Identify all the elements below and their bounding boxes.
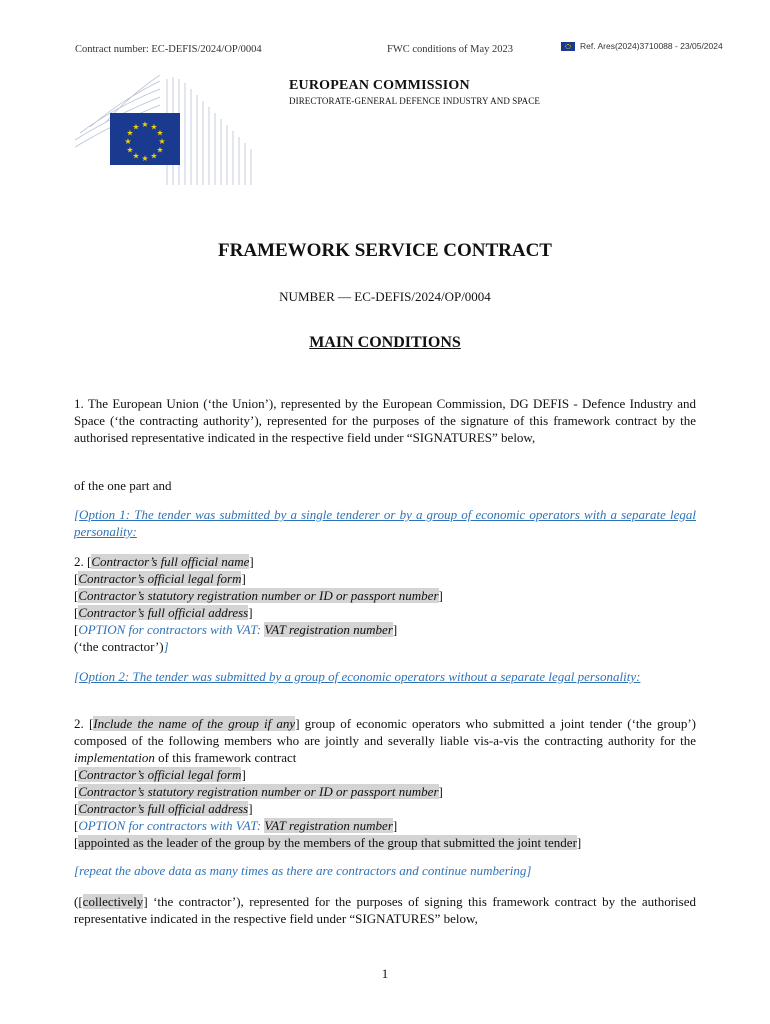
- member-vat-option-label: OPTION for contractors with VAT:: [78, 818, 262, 833]
- svg-text:★: ★: [150, 151, 158, 161]
- svg-text:★: ★: [124, 137, 132, 146]
- member-address-placeholder: Contractor’s full official address: [78, 801, 249, 816]
- svg-text:★: ★: [156, 145, 164, 155]
- header-contract-number: Contract number: EC-DEFIS/2024/OP/0004: [75, 44, 262, 55]
- paragraph-collectively: ([collectively] ‘the contractor’), represented for the purposes of signing this framework contract by the authorised representative indicated in the respective field under “SIGNATURES” below,: [74, 894, 696, 926]
- the-contractor-label: (‘the contractor’): [74, 639, 164, 654]
- main-conditions-heading: MAIN CONDITIONS: [309, 334, 461, 351]
- reference-text: Ref. Ares(2024)3710088 - 23/05/2024: [580, 41, 723, 51]
- group-member-fields: [Contractor’s official legal form] [Contractor’s statutory registration number or ID or passport number] [Contractor’s full official address] [OPTION for contractors with VAT: VAT registration number] [appointed as the leader of the group by the members of the group that submitted the joint tender]: [74, 767, 582, 850]
- paragraph-one-part: of the one part and: [74, 478, 172, 493]
- member-registration-placeholder: Contractor’s statutory registration number or ID or passport number: [78, 784, 439, 799]
- svg-text:★: ★: [141, 154, 149, 163]
- contractor-block-option-2: 2. [Include the name of the group if any] group of economic operators who submitted a joint tender (‘the group’) composed of the following members who are jointly and severally liable vis-a-vis the contracting authority for the implementation of this framework contract: [74, 716, 696, 765]
- page-number: 1: [381, 966, 389, 981]
- collectively-placeholder: collectively: [82, 894, 144, 909]
- member-legal-form-placeholder: Contractor’s official legal form: [78, 767, 242, 782]
- header-fwc-conditions: FWC conditions of May 2023: [387, 44, 513, 55]
- contractor-address-placeholder: Contractor’s full official address: [78, 605, 249, 620]
- repeat-note: [repeat the above data as many times as there are contractors and continue numbering]: [74, 863, 532, 878]
- vat-number-placeholder: VAT registration number: [264, 622, 393, 637]
- svg-text:★: ★: [126, 145, 134, 155]
- svg-text:★: ★: [158, 137, 166, 146]
- group-leader-placeholder: appointed as the leader of the group by the members of the group that submitted the joint tender: [78, 835, 577, 850]
- contractor-legal-form-placeholder: Contractor’s official legal form: [78, 571, 242, 586]
- european-commission-logo: [75, 75, 255, 185]
- contractor-registration-placeholder: Contractor’s statutory registration number or ID or passport number: [78, 588, 439, 603]
- contract-number: NUMBER — EC-DEFIS/2024/OP/0004: [279, 289, 491, 304]
- organisation-department: DIRECTORATE-GENERAL DEFENCE INDUSTRY AND SPACE: [289, 96, 540, 106]
- svg-text:★: ★: [126, 128, 134, 138]
- contractor-full-name-placeholder: Contractor’s full official name: [91, 554, 250, 569]
- document-title: FRAMEWORK SERVICE CONTRACT: [218, 240, 552, 261]
- group-name-placeholder: Include the name of the group if any: [93, 716, 296, 731]
- organisation-name: EUROPEAN COMMISSION: [289, 78, 470, 93]
- paragraph-union: 1. The European Union (‘the Union’), represented by the European Commission, DG DEFIS - Defence Industry and Space (‘the contracting authority’), represented for the purposes of the signature of this framework contract by the authorised representative indicated in the respective field under “SIGNATURES” below,: [74, 396, 696, 445]
- member-vat-number-placeholder: VAT registration number: [264, 818, 393, 833]
- header-reference: [561, 41, 723, 51]
- eu-flag-icon: [561, 42, 575, 51]
- svg-text:★: ★: [132, 122, 140, 132]
- contractor-block-option-1: 2. [Contractor’s full official name] [Contractor’s official legal form] [Contractor’s statutory registration number or ID or passport number] [Contractor’s full official address] [OPTION for contractors with VAT: VAT registration number] (‘the contractor’)]: [74, 554, 443, 654]
- option-1-heading: [Option 1: The tender was submitted by a single tenderer or by a group of economic operators with a separate legal personality:: [74, 507, 696, 539]
- vat-option-label: OPTION for contractors with VAT:: [78, 622, 262, 637]
- svg-text:★: ★: [132, 151, 140, 161]
- option-2-heading: [Option 2: The tender was submitted by a group of economic operators without a separate legal personality:: [74, 669, 641, 684]
- svg-text:★: ★: [150, 122, 158, 132]
- svg-text:★: ★: [156, 128, 164, 138]
- svg-text:★: ★: [141, 120, 149, 129]
